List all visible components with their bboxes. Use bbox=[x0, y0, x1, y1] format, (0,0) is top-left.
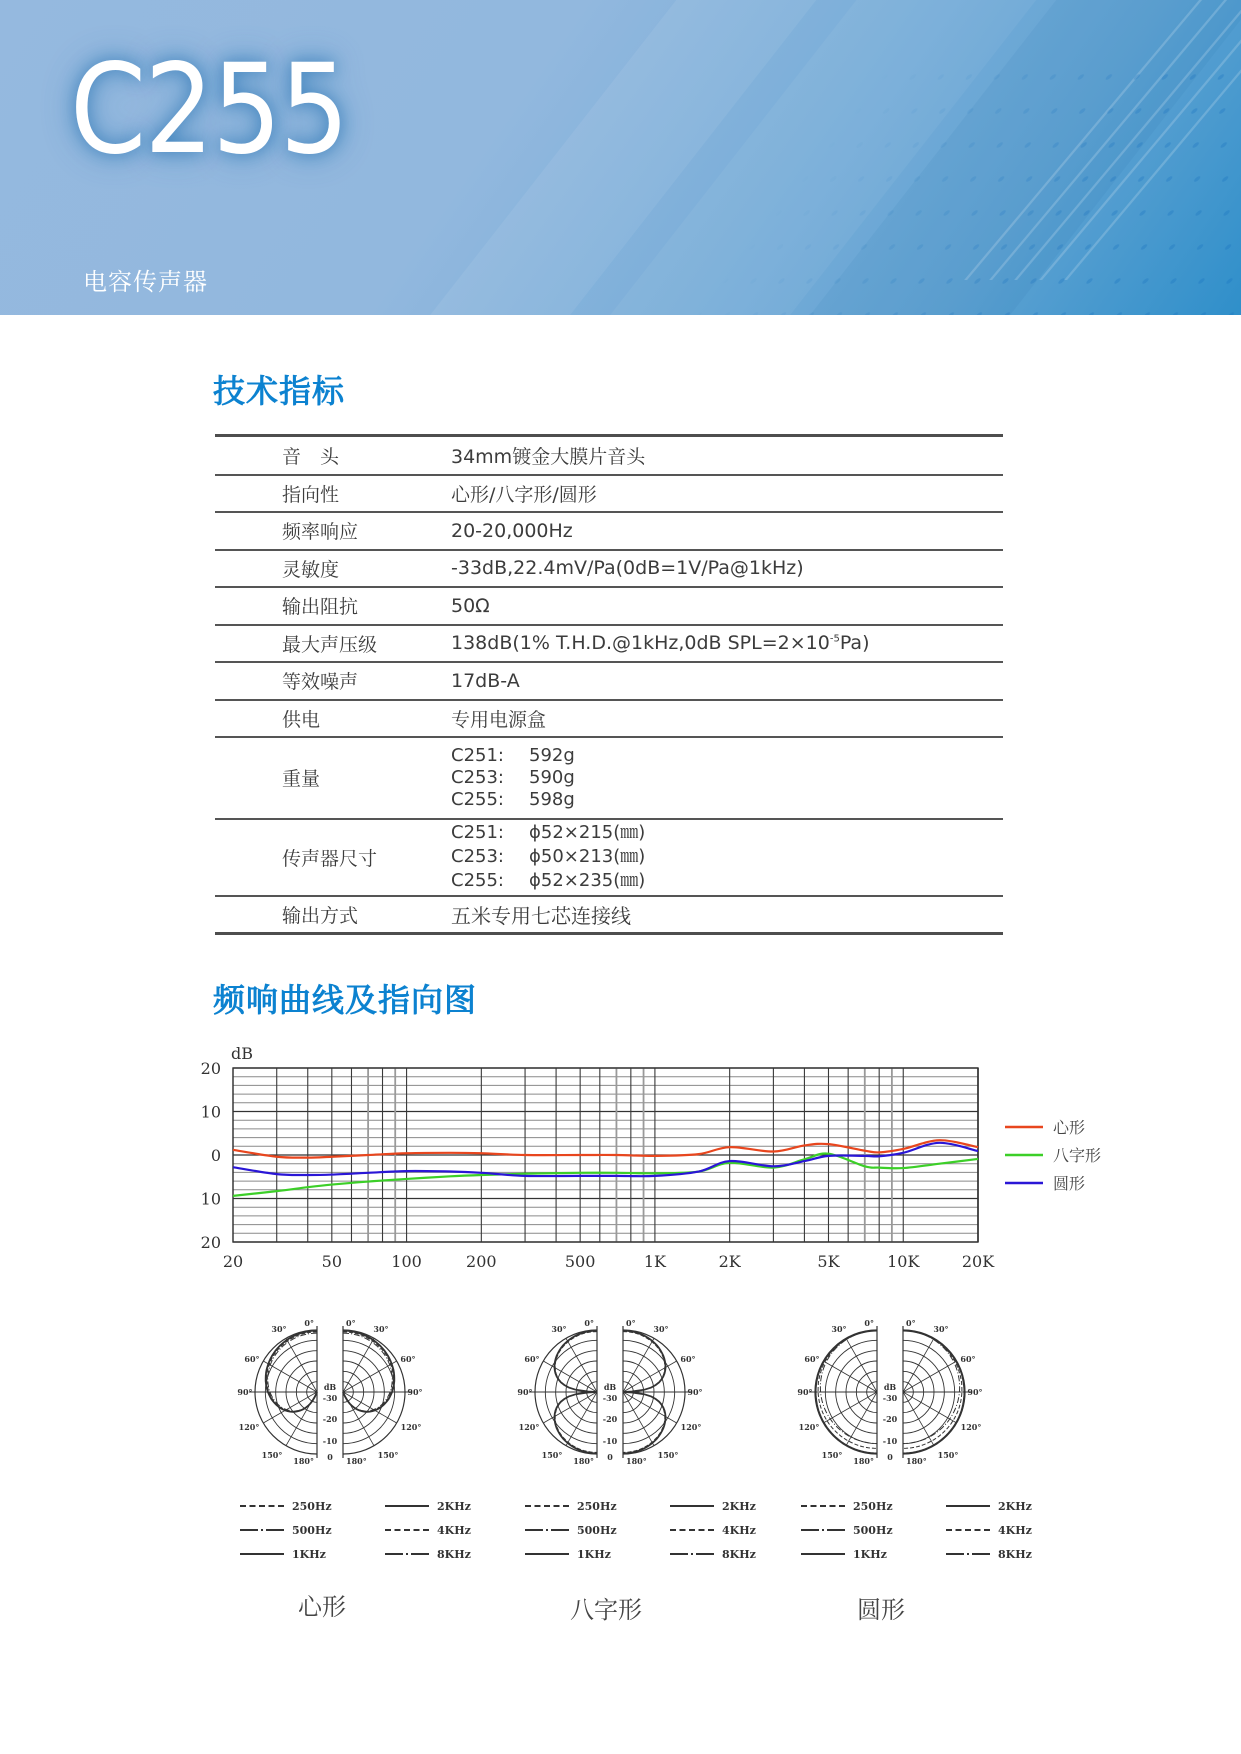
spec-value: 专用电源盒 bbox=[451, 708, 547, 731]
legend-label: 1KHz bbox=[853, 1547, 887, 1561]
spec-label: 指向性 bbox=[282, 483, 340, 506]
svg-text:0°: 0° bbox=[304, 1318, 314, 1328]
legend-label: 8KHz bbox=[998, 1547, 1032, 1561]
chart-grid bbox=[233, 1068, 978, 1242]
polar-caption-omni: 圆形 bbox=[857, 1596, 905, 1624]
size-value: ϕ52×235(㎜) bbox=[529, 870, 646, 891]
svg-text:5K: 5K bbox=[817, 1252, 840, 1271]
svg-text:20: 20 bbox=[222, 1252, 244, 1271]
svg-text:-20: -20 bbox=[322, 1414, 338, 1424]
spec-value: 17dB-A bbox=[451, 669, 520, 692]
svg-text:90°: 90° bbox=[237, 1387, 253, 1397]
svg-text:10: 10 bbox=[200, 1189, 221, 1209]
svg-text:120°: 120° bbox=[680, 1422, 702, 1432]
svg-text:20: 20 bbox=[200, 1059, 221, 1078]
spec-label: 供电 bbox=[282, 708, 321, 731]
svg-text:10: 10 bbox=[200, 1102, 221, 1122]
svg-text:90°: 90° bbox=[687, 1387, 703, 1397]
spec-value: 20-20,000Hz bbox=[451, 519, 573, 542]
spec-value: 50Ω bbox=[451, 594, 490, 617]
legend-label: 1KHz bbox=[292, 1547, 326, 1561]
svg-text:-10: -10 bbox=[322, 1436, 338, 1446]
series-line bbox=[233, 1143, 978, 1176]
svg-text:dB: dB bbox=[231, 1044, 253, 1063]
svg-text:100: 100 bbox=[391, 1252, 422, 1271]
svg-text:20: 20 bbox=[200, 1233, 221, 1252]
legend-label: 500Hz bbox=[577, 1523, 617, 1537]
spec-value: -33dB,22.4mV/Pa(0dB=1V/Pa@1kHz) bbox=[451, 557, 804, 579]
svg-text:90°: 90° bbox=[517, 1387, 533, 1397]
line-style-swatch bbox=[946, 1505, 990, 1507]
svg-text:心形: 心形 bbox=[1053, 1118, 1086, 1137]
svg-text:150°: 150° bbox=[821, 1450, 843, 1460]
size-value: ϕ50×213(㎜) bbox=[529, 846, 646, 867]
chart-legend bbox=[1005, 1118, 1101, 1193]
svg-text:30°: 30° bbox=[271, 1324, 287, 1334]
spec-row bbox=[215, 819, 1003, 896]
series-line bbox=[233, 1154, 978, 1196]
svg-text:-20: -20 bbox=[602, 1414, 618, 1424]
svg-text:0°: 0° bbox=[906, 1318, 916, 1328]
spec-label: 输出方式 bbox=[282, 904, 359, 927]
line-style-swatch bbox=[240, 1505, 284, 1507]
svg-text:1K: 1K bbox=[643, 1252, 666, 1271]
legend-label: 4KHz bbox=[998, 1523, 1032, 1537]
svg-text:60°: 60° bbox=[960, 1354, 976, 1364]
spec-value bbox=[442, 819, 1003, 896]
svg-text:180°: 180° bbox=[906, 1456, 927, 1466]
line-style-swatch bbox=[670, 1553, 714, 1555]
svg-text:0: 0 bbox=[887, 1452, 893, 1462]
spec-value: 五米专用七芯连接线 bbox=[451, 903, 631, 928]
chart-axis-labels bbox=[201, 1044, 996, 1271]
svg-text:-30: -30 bbox=[322, 1393, 338, 1403]
spec-row bbox=[215, 896, 1003, 934]
legend-label: 250Hz bbox=[292, 1499, 332, 1513]
model-title: C255 bbox=[70, 38, 348, 182]
spec-row bbox=[215, 625, 1003, 662]
svg-text:60°: 60° bbox=[804, 1354, 820, 1364]
svg-text:500: 500 bbox=[564, 1252, 596, 1271]
weight-value: 590g bbox=[529, 766, 575, 788]
spec-label: 音 头 bbox=[282, 445, 340, 468]
svg-text:150°: 150° bbox=[377, 1450, 399, 1460]
polar-plot-figure8 bbox=[510, 1310, 710, 1475]
svg-text:0°: 0° bbox=[346, 1318, 356, 1328]
polar-caption-cardioid: 心形 bbox=[298, 1593, 346, 1621]
svg-text:180°: 180° bbox=[853, 1456, 874, 1466]
chart-curves bbox=[233, 1140, 978, 1196]
svg-text:60°: 60° bbox=[244, 1354, 260, 1364]
polar-legend bbox=[240, 1494, 530, 1566]
svg-text:180°: 180° bbox=[346, 1456, 367, 1466]
svg-text:10K: 10K bbox=[887, 1252, 920, 1271]
svg-text:90°: 90° bbox=[407, 1387, 423, 1397]
line-style-swatch bbox=[240, 1553, 284, 1555]
header-banner bbox=[0, 0, 1241, 315]
line-style-swatch bbox=[946, 1553, 990, 1555]
polar-legend bbox=[525, 1494, 815, 1566]
svg-text:120°: 120° bbox=[960, 1422, 982, 1432]
svg-text:0°: 0° bbox=[626, 1318, 636, 1328]
legend-label: 2KHz bbox=[998, 1499, 1032, 1513]
polar-legend bbox=[801, 1494, 1091, 1566]
line-style-swatch bbox=[670, 1529, 714, 1531]
line-style-swatch bbox=[525, 1529, 569, 1531]
model-name: C255: bbox=[451, 788, 504, 810]
legend-label: 500Hz bbox=[292, 1523, 332, 1537]
spec-row bbox=[215, 737, 1003, 819]
polar-plot-cardioid bbox=[230, 1310, 430, 1475]
spec-row bbox=[215, 662, 1003, 700]
spec-value: 34mm镀金大膜片音头 bbox=[451, 445, 646, 468]
svg-text:120°: 120° bbox=[518, 1422, 540, 1432]
spec-value: 心形/八字形/圆形 bbox=[451, 483, 597, 506]
svg-text:120°: 120° bbox=[798, 1422, 820, 1432]
polar-plot-omni bbox=[790, 1310, 990, 1475]
svg-text:0: 0 bbox=[607, 1452, 613, 1462]
line-style-swatch bbox=[385, 1505, 429, 1507]
weight-value: 592g bbox=[529, 744, 575, 766]
legend-label: 2KHz bbox=[722, 1499, 756, 1513]
spec-label: 等效噪声 bbox=[282, 671, 359, 693]
svg-text:90°: 90° bbox=[967, 1387, 983, 1397]
svg-text:0: 0 bbox=[210, 1146, 221, 1165]
legend-label: 1KHz bbox=[577, 1547, 611, 1561]
spec-label: 频率响应 bbox=[282, 521, 359, 543]
series-line bbox=[233, 1140, 978, 1157]
spec-row bbox=[215, 512, 1003, 550]
svg-text:0: 0 bbox=[327, 1452, 333, 1462]
model-name: C253: bbox=[451, 846, 504, 867]
svg-text:-30: -30 bbox=[602, 1393, 618, 1403]
svg-text:60°: 60° bbox=[524, 1354, 540, 1364]
line-style-swatch bbox=[801, 1505, 845, 1507]
svg-text:dB: dB bbox=[323, 1382, 337, 1392]
svg-text:-10: -10 bbox=[602, 1436, 618, 1446]
spec-label: 灵敏度 bbox=[282, 558, 340, 581]
line-style-swatch bbox=[670, 1505, 714, 1507]
svg-text:0°: 0° bbox=[584, 1318, 594, 1328]
spec-row bbox=[215, 475, 1003, 512]
svg-text:180°: 180° bbox=[293, 1456, 314, 1466]
svg-text:150°: 150° bbox=[261, 1450, 283, 1460]
model-name: C251: bbox=[451, 822, 504, 843]
spec-label: 传声器尺寸 bbox=[282, 847, 378, 870]
spec-row bbox=[215, 587, 1003, 625]
svg-text:120°: 120° bbox=[400, 1422, 422, 1432]
model-name: C255: bbox=[451, 870, 504, 891]
svg-text:30°: 30° bbox=[551, 1324, 567, 1334]
legend-label: 500Hz bbox=[853, 1523, 893, 1537]
legend-label: 4KHz bbox=[437, 1523, 471, 1537]
weight-value: 598g bbox=[529, 788, 575, 810]
spec-row bbox=[215, 550, 1003, 587]
svg-text:60°: 60° bbox=[680, 1354, 696, 1364]
spec-table bbox=[215, 434, 1003, 935]
spec-value-text: Pa) bbox=[839, 632, 870, 654]
spec-label: 重量 bbox=[282, 768, 321, 790]
spec-label: 最大声压级 bbox=[282, 633, 378, 656]
svg-text:-30: -30 bbox=[882, 1393, 898, 1403]
line-style-swatch bbox=[385, 1529, 429, 1531]
svg-text:0°: 0° bbox=[864, 1318, 874, 1328]
svg-text:30°: 30° bbox=[373, 1324, 389, 1334]
spec-value bbox=[442, 625, 1003, 662]
svg-text:30°: 30° bbox=[831, 1324, 847, 1334]
svg-text:200: 200 bbox=[466, 1252, 497, 1271]
model-name: C253: bbox=[451, 766, 504, 788]
legend-label: 4KHz bbox=[722, 1523, 756, 1537]
svg-text:180°: 180° bbox=[626, 1456, 647, 1466]
svg-text:dB: dB bbox=[603, 1382, 617, 1392]
svg-text:150°: 150° bbox=[657, 1450, 679, 1460]
spec-value-text: 138dB(1% T.H.D.@1kHz,0dB SPL=2×10 bbox=[451, 632, 830, 654]
svg-text:150°: 150° bbox=[541, 1450, 563, 1460]
svg-text:120°: 120° bbox=[238, 1422, 260, 1432]
line-style-swatch bbox=[525, 1505, 569, 1507]
line-style-swatch bbox=[801, 1529, 845, 1531]
line-style-swatch bbox=[946, 1529, 990, 1531]
svg-text:八字形: 八字形 bbox=[1053, 1146, 1102, 1165]
svg-text:2K: 2K bbox=[718, 1252, 741, 1271]
curves-section-title: 频响曲线及指向图 bbox=[213, 981, 478, 1019]
svg-text:圆形: 圆形 bbox=[1053, 1174, 1086, 1193]
svg-text:150°: 150° bbox=[937, 1450, 959, 1460]
polar-caption-figure8: 八字形 bbox=[570, 1596, 642, 1624]
svg-text:60°: 60° bbox=[400, 1354, 416, 1364]
legend-label: 8KHz bbox=[437, 1547, 471, 1561]
svg-text:dB: dB bbox=[883, 1382, 897, 1392]
legend-label: 250Hz bbox=[853, 1499, 893, 1513]
product-subtitle: 电容传声器 bbox=[83, 268, 208, 296]
line-style-swatch bbox=[801, 1553, 845, 1555]
spec-row bbox=[215, 436, 1003, 475]
spec-value bbox=[442, 737, 1003, 819]
svg-text:-10: -10 bbox=[882, 1436, 898, 1446]
spec-label: 输出阻抗 bbox=[282, 596, 359, 618]
legend-label: 2KHz bbox=[437, 1499, 471, 1513]
svg-text:-20: -20 bbox=[882, 1414, 898, 1424]
line-style-swatch bbox=[525, 1553, 569, 1555]
svg-text:20K: 20K bbox=[961, 1252, 995, 1271]
line-style-swatch bbox=[385, 1553, 429, 1555]
specs-section-title: 技术指标 bbox=[213, 372, 346, 410]
model-name: C251: bbox=[451, 744, 504, 766]
spec-row bbox=[215, 700, 1003, 737]
svg-text:90°: 90° bbox=[797, 1387, 813, 1397]
svg-text:30°: 30° bbox=[653, 1324, 669, 1334]
line-style-swatch bbox=[240, 1529, 284, 1531]
svg-text:50: 50 bbox=[321, 1252, 343, 1271]
size-value: ϕ52×215(㎜) bbox=[529, 822, 646, 843]
svg-text:180°: 180° bbox=[573, 1456, 594, 1466]
legend-label: 250Hz bbox=[577, 1499, 617, 1513]
svg-text:30°: 30° bbox=[933, 1324, 949, 1334]
spec-value-exponent: -5 bbox=[829, 633, 840, 645]
legend-label: 8KHz bbox=[722, 1547, 756, 1561]
